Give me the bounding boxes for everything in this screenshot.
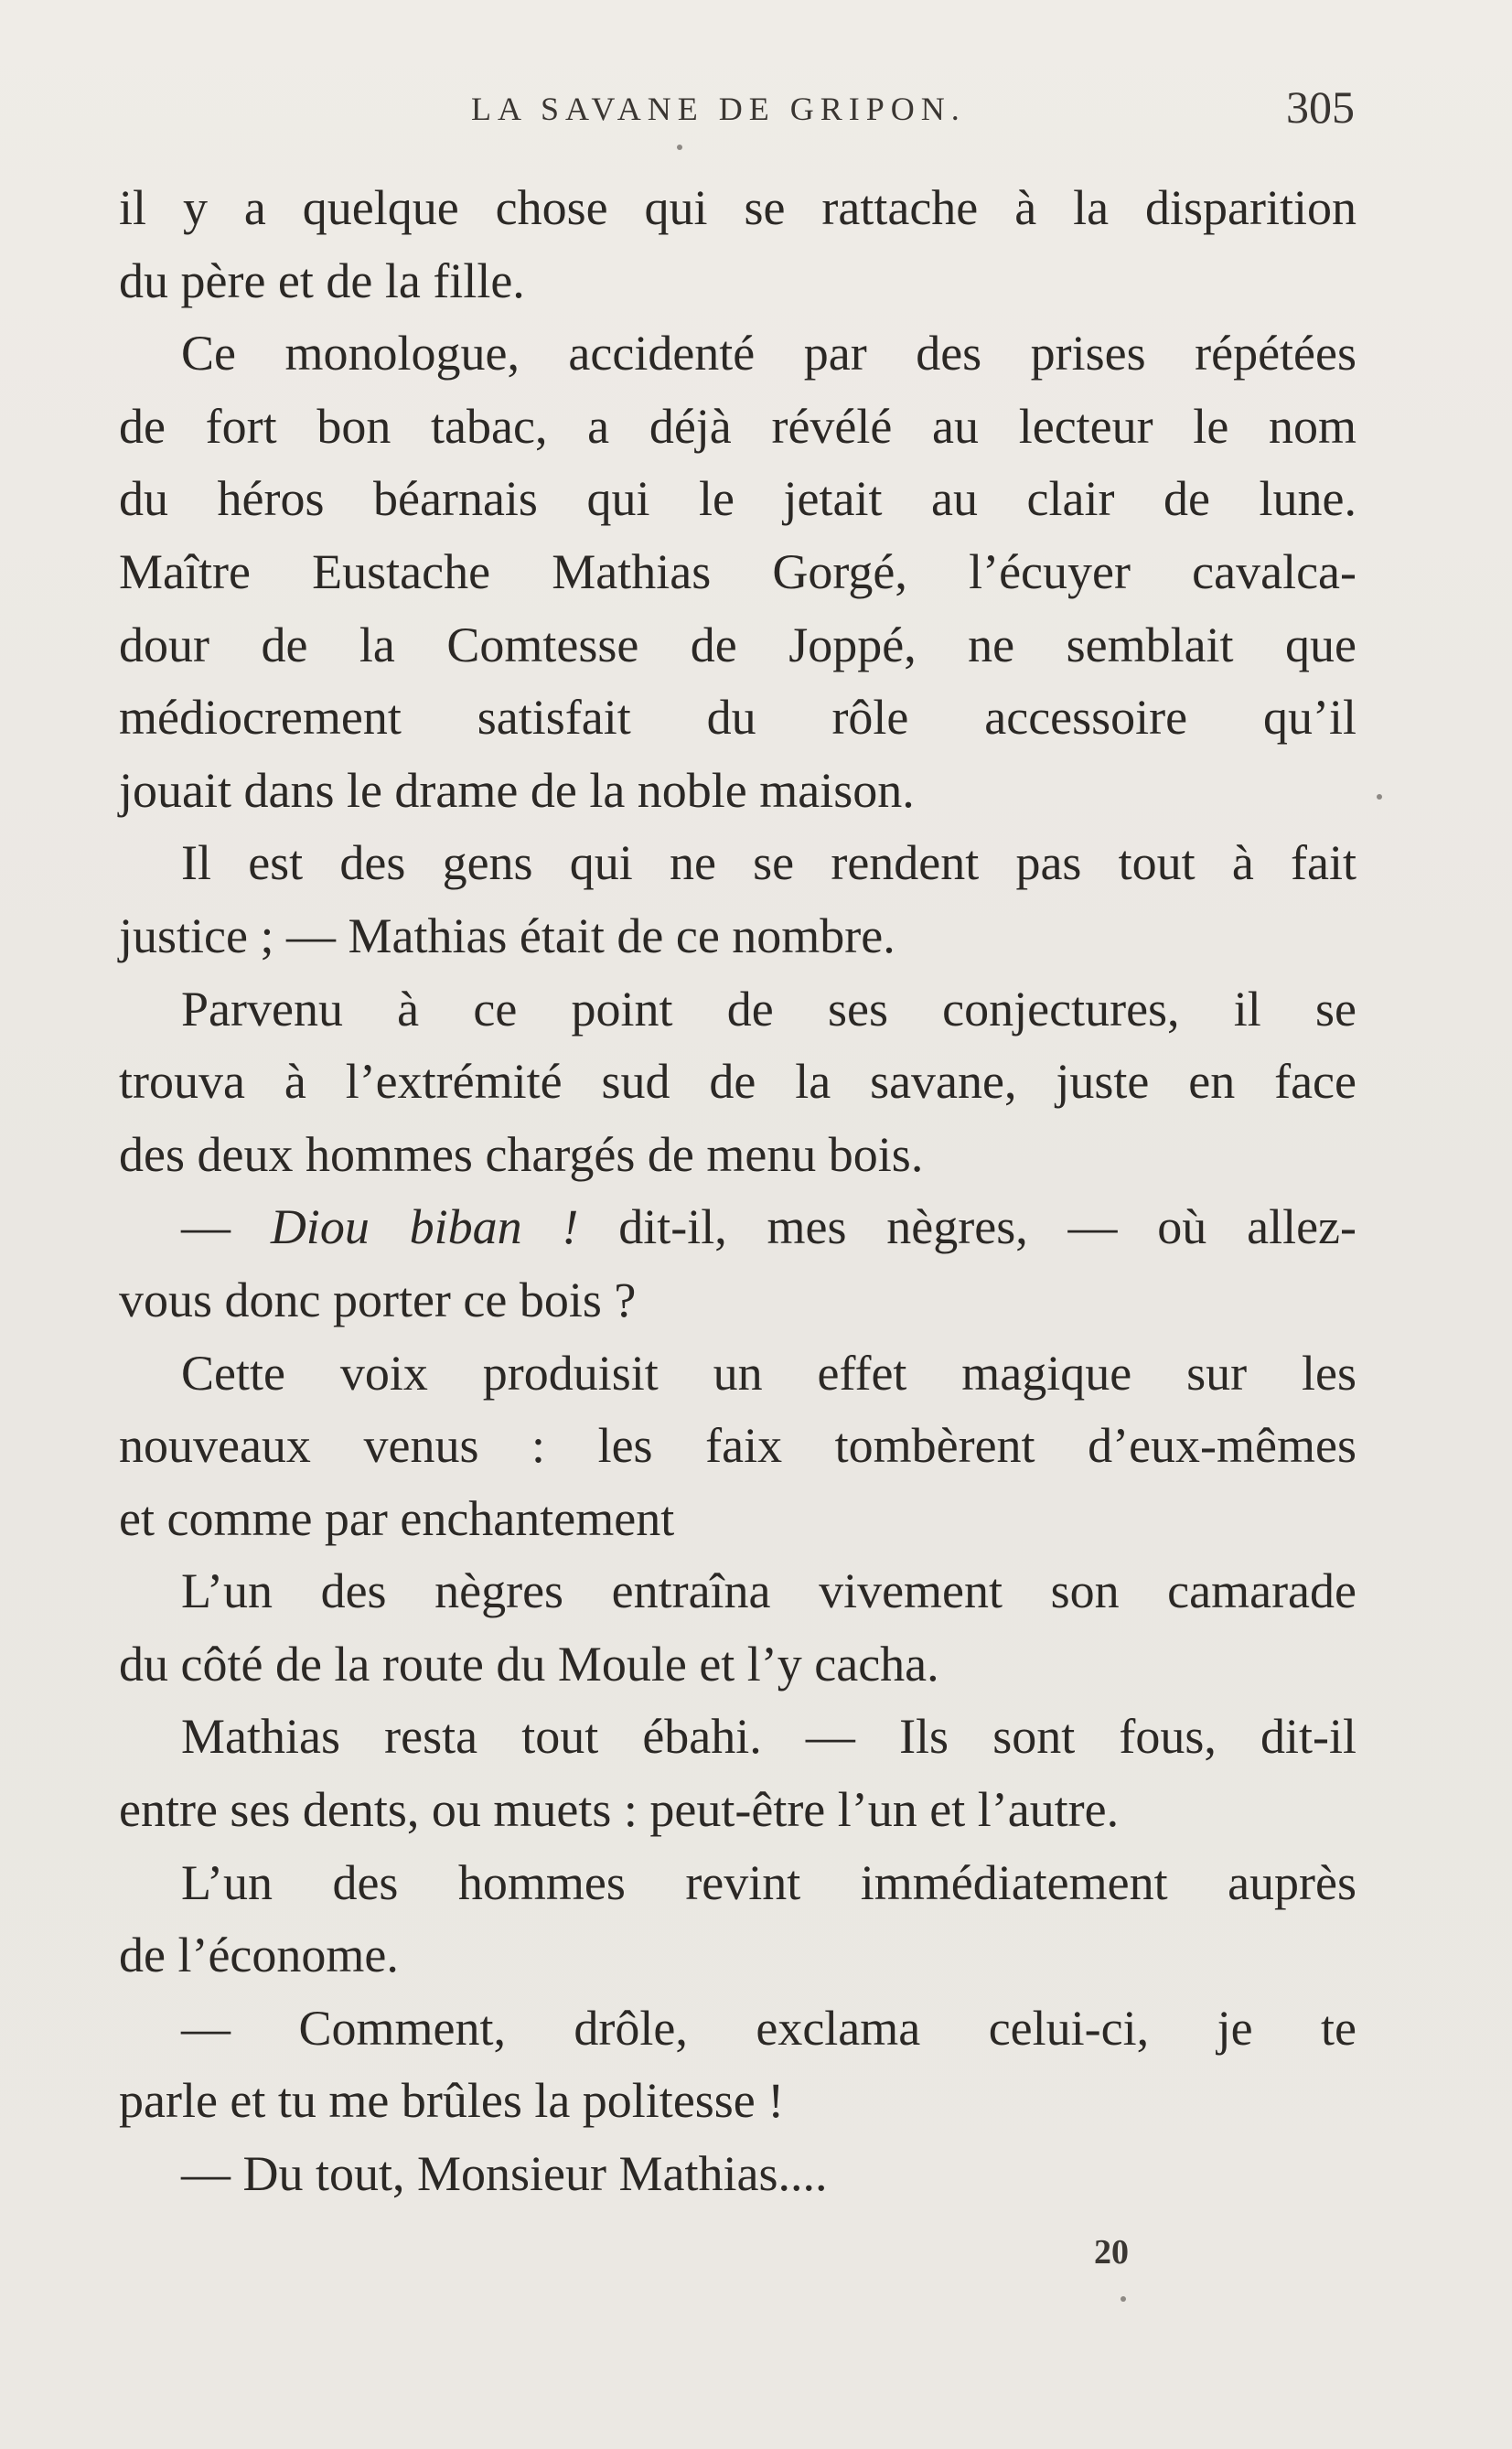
text-line	[119, 1191, 1357, 1264]
signature-mark: 20	[1094, 2233, 1129, 2272]
paper-speck	[677, 145, 682, 150]
text-line: entre ses dents, ou muets : peut-être l’un et l’autre.	[119, 1782, 1120, 1838]
text-line: et comme par enchantement	[119, 1490, 675, 1546]
text-fragment: dit-il, mes nègres, — où allez-	[578, 1199, 1357, 1255]
text-line: — Du tout, Monsieur Mathias....	[181, 2146, 828, 2202]
text-line: trouva à l’extrémité sud de la savane, juste en face	[119, 1054, 1357, 1110]
text-line: du côté de la route du Moule et l’y cacha.	[119, 1636, 939, 1692]
text-line: dour de la Comtesse de Joppé, ne semblait que	[119, 617, 1357, 672]
text-line: des deux hommes chargés de menu bois.	[119, 1126, 924, 1182]
text-line: L’un des hommes revint immédiatement auprès	[181, 1854, 1357, 1910]
italic-phrase: Diou biban !	[270, 1199, 579, 1255]
text-line: Il est des gens qui ne se rendent pas tout à fait	[181, 835, 1357, 891]
body-text	[119, 172, 1357, 2211]
paper-speck	[1377, 794, 1382, 800]
text-line: vous donc porter ce bois ?	[119, 1272, 637, 1327]
page-number: 305	[1286, 81, 1355, 133]
text-line: jouait dans le drame de la noble maison.	[119, 762, 915, 818]
text-line: — Comment, drôle, exclama celui-ci, je te	[181, 2000, 1357, 2056]
text-line: il y a quelque chose qui se rattache à la disparition	[119, 180, 1357, 235]
text-line: Parvenu à ce point de ses conjectures, il se	[181, 981, 1357, 1037]
text-line: nouveaux venus : les faix tombèrent d’eux-mêmes	[119, 1418, 1357, 1474]
text-line: Mathias resta tout ébahi. — Ils sont fous, dit-il	[181, 1709, 1357, 1765]
text-line: Maître Eustache Mathias Gorgé, l’écuyer cavalca-	[119, 543, 1357, 599]
text-line: de fort bon tabac, a déjà révélé au lecteur le nom	[119, 398, 1357, 454]
running-title: LA SAVANE DE GRIPON.	[471, 91, 966, 127]
text-line: Cette voix produisit un effet magique sur les	[181, 1345, 1357, 1401]
text-fragment: —	[181, 1199, 271, 1255]
paper-speck	[1121, 2296, 1126, 2302]
text-line: médiocrement satisfait du rôle accessoire qu’il	[119, 690, 1357, 746]
text-line: du père et de la fille.	[119, 252, 525, 308]
text-line: du héros béarnais qui le jetait au clair de lune.	[119, 471, 1357, 527]
text-line: L’un des nègres entraîna vivement son camarade	[181, 1563, 1357, 1619]
text-line: de l’économe.	[119, 1928, 399, 1983]
running-head	[0, 81, 1512, 135]
text-line: justice ; — Mathias était de ce nombre.	[119, 908, 895, 963]
text-line: parle et tu me brûles la politesse !	[119, 2073, 785, 2129]
text-line: Ce monologue, accidenté par des prises répétées	[181, 326, 1357, 381]
